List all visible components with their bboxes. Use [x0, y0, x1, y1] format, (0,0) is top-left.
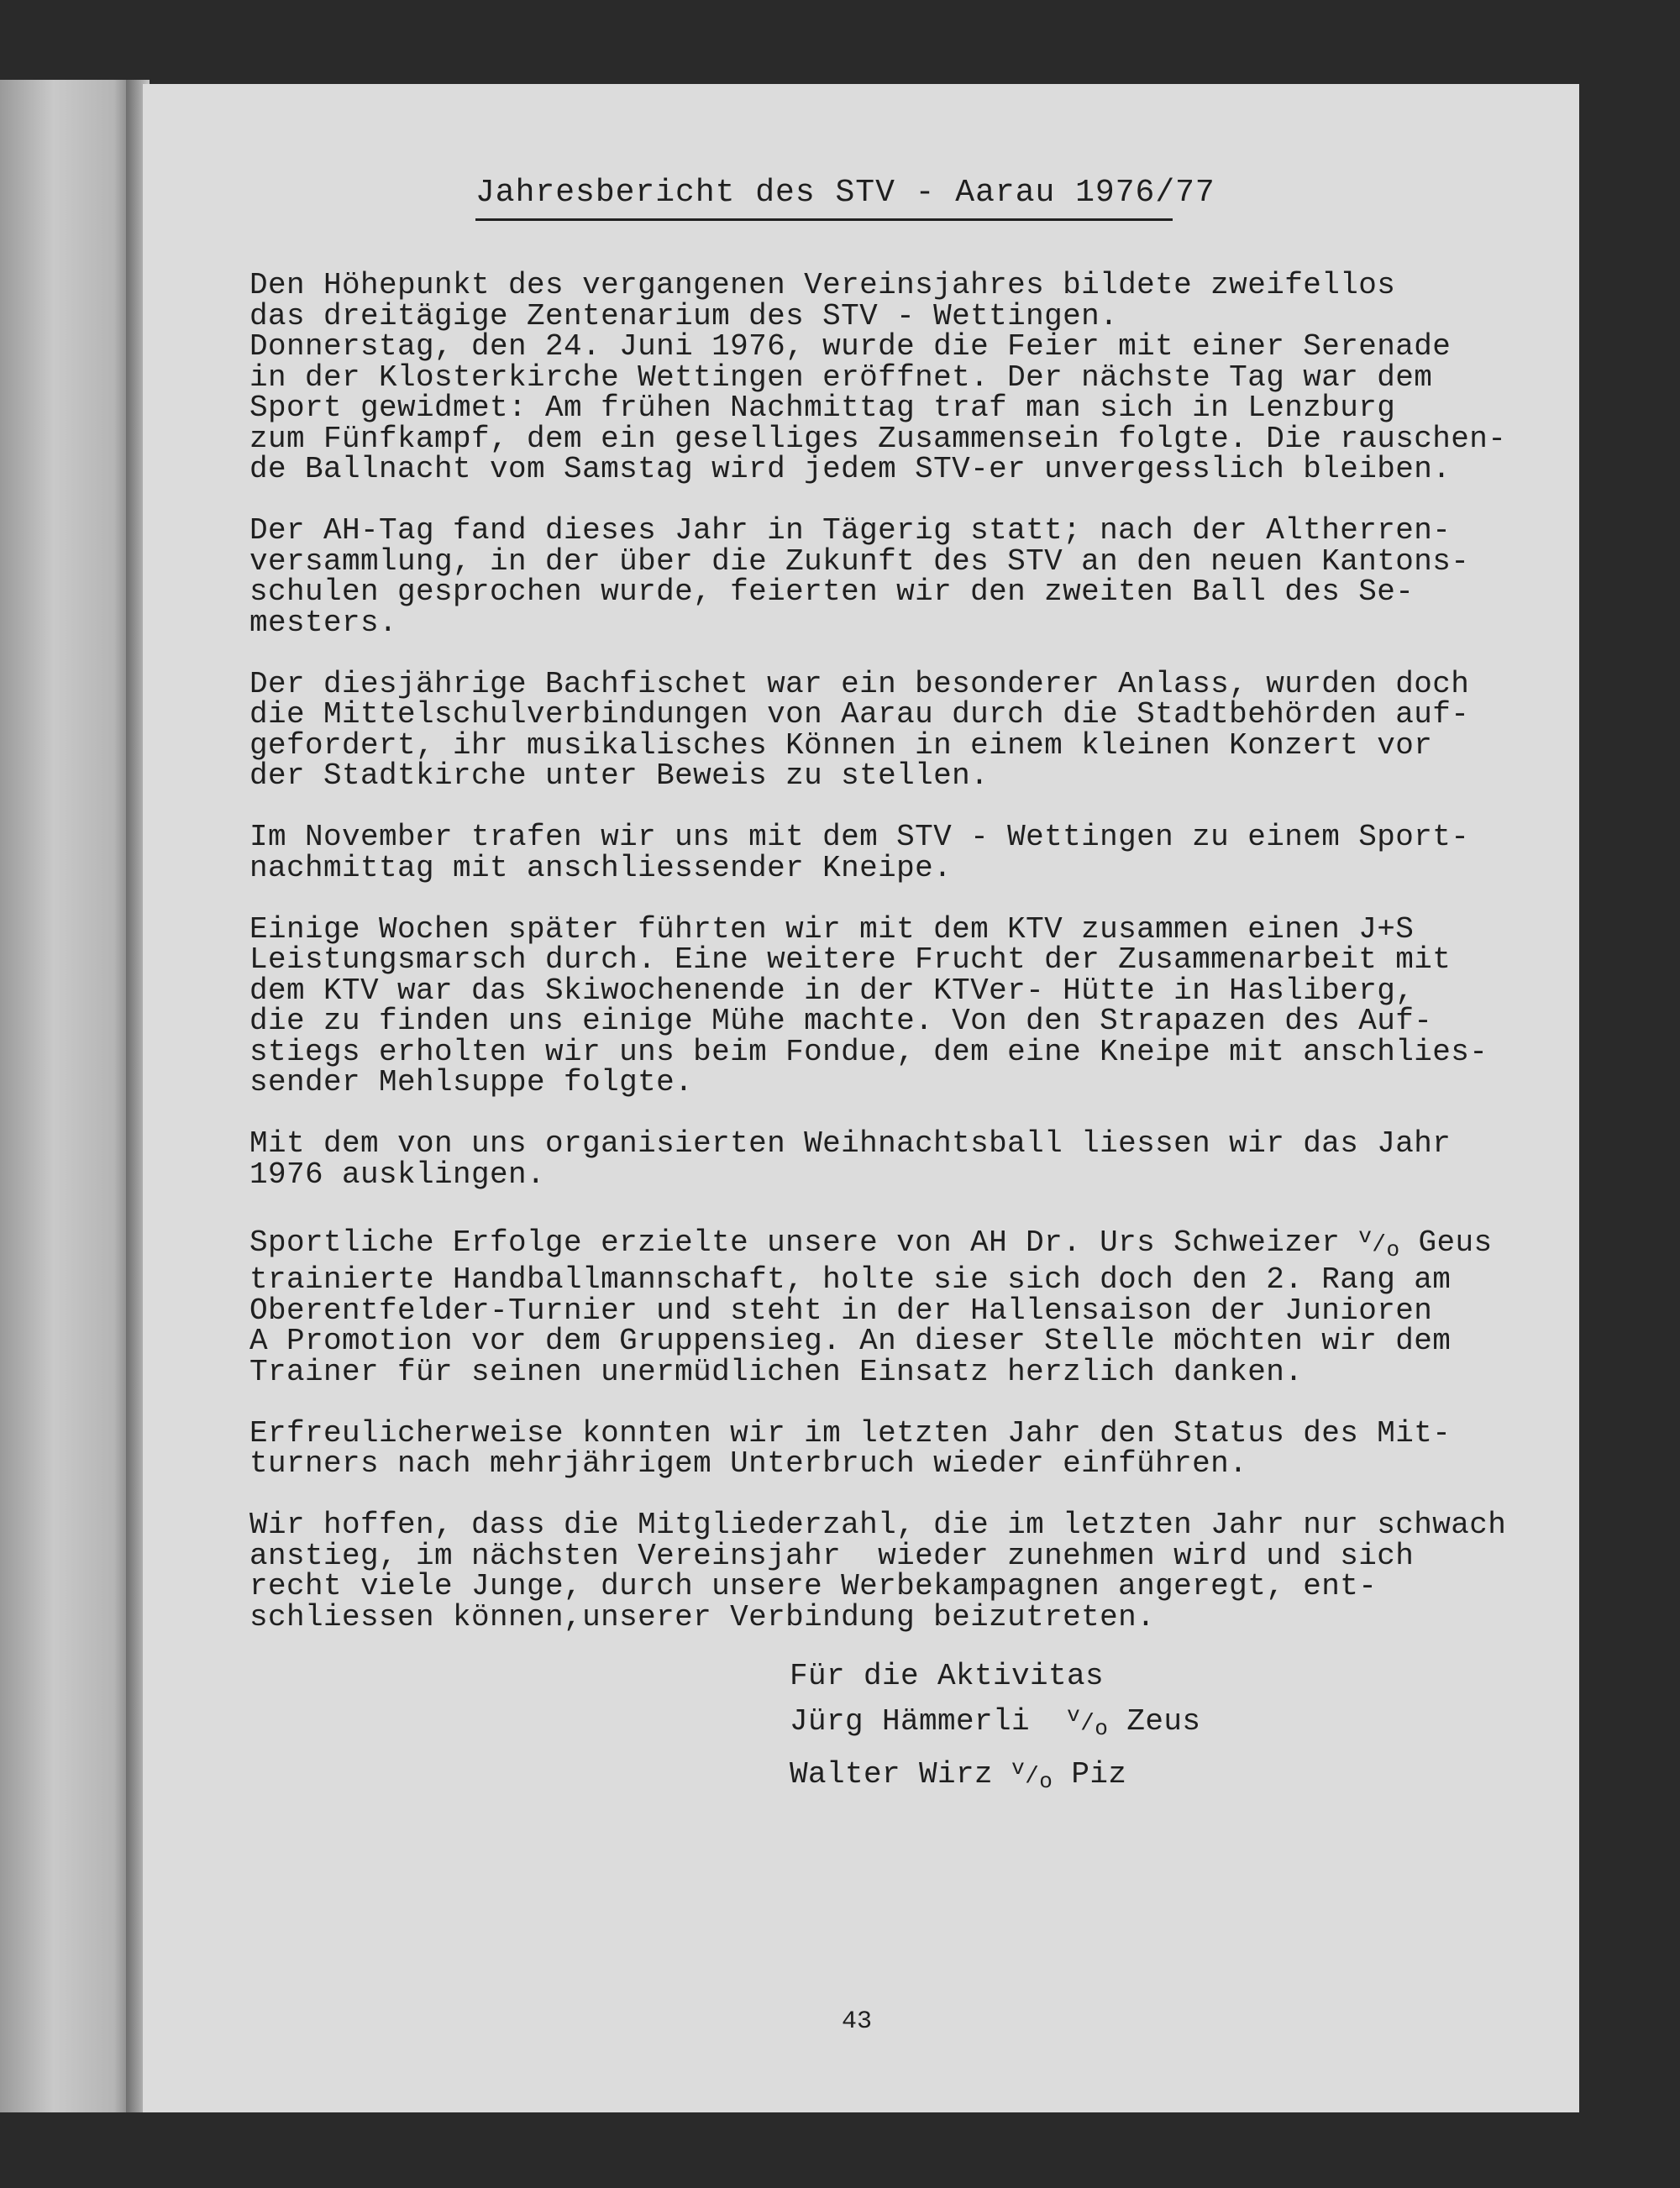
paragraph-november [249, 822, 1560, 884]
text-line: nachmittag mit anschliessender Kneipe. [249, 850, 953, 885]
text-line: Im November trafen wir uns mit dem STV - Wettingen zu einem Sport- [249, 820, 1470, 854]
text-line: gefordert, ihr musikalisches Können in einem kleinen Konzert vor [249, 727, 1433, 763]
signer-2 [790, 1749, 1200, 1802]
text-line: Wir hoffen, dass die Mitgliederzahl, die im letzten Jahr nur schwach [249, 1508, 1507, 1542]
text-line: Sport gewidmet: Am frühen Nachmittag traf man sich in Lenzburg [249, 391, 1396, 425]
text-line-start: Sportliche Erfolge erzielte unsere von AH Dr. Urs Schweizer [249, 1225, 1341, 1260]
title-underline [475, 218, 1173, 221]
document-page [143, 84, 1579, 2112]
paragraph-zentenarium [249, 270, 1560, 485]
text-line: recht viele Junge, durch unsere Werbekampagnen angeregt, ent- [249, 1569, 1378, 1603]
page-title: Jahresbericht des STV - Aarau 1976/77 [475, 175, 1215, 211]
text-line: in der Klosterkirche Wettingen eröffnet. Der nächste Tag war dem [249, 359, 1433, 395]
text-line [249, 1221, 1560, 1266]
text-line: de Ballnacht vom Samstag wird jedem STV-er unvergesslich bleiben. [249, 452, 1452, 486]
signer-name: Walter Wirz [790, 1757, 994, 1792]
vulgo-mark: $^v/_o$ [1067, 1703, 1109, 1741]
paragraph-mitglieder [249, 1510, 1560, 1633]
vulgo-mark: $^v/_o$ [1011, 1755, 1053, 1794]
text-line: die zu finden uns einige Mühe machte. Von den Strapazen des Auf- [249, 1004, 1433, 1038]
text-line: 1976 ausklingen. [249, 1157, 546, 1192]
text-line: A Promotion vor dem Gruppensieg. An dieser Stelle möchten wir dem [249, 1324, 1452, 1358]
text-line: das dreitägige Zentenarium des STV - Wettingen. [249, 298, 1119, 333]
page-number: 43 [841, 2007, 872, 2036]
text-line: der Stadtkirche unter Beweis zu stellen. [249, 758, 990, 793]
text-line: Leistungsmarsch durch. Eine weitere Frucht der Zusammenarbeit mit [249, 942, 1452, 977]
text-line: Den Höhepunkt des vergangenen Vereinsjahres bildete zweifellos [249, 268, 1396, 302]
text-line: schulen gesprochen wurde, feierten wir den zweiten Ball des Se- [249, 575, 1415, 609]
text-line: anstieg, im nächsten Vereinsjahr wieder zunehmen wird und sich [249, 1538, 1415, 1573]
text-line: Trainer für seinen unermüdlichen Einsatz herzlich danken. [249, 1354, 1304, 1389]
text-line: die Mittelschulverbindungen von Aarau durch die Stadtbehörden auf- [249, 697, 1470, 732]
vulgo-name: Geus [1418, 1225, 1493, 1260]
signer-vulgo: Zeus [1126, 1704, 1201, 1739]
report-body [249, 270, 1560, 1664]
text-line: mesters. [249, 605, 398, 640]
paragraph-bachfischet [249, 666, 1560, 793]
text-line: trainierte Handballmannschaft, holte sie sich doch den 2. Rang am [249, 1262, 1452, 1297]
text-line: Oberentfelder-Turnier und steht in der Hallensaison der Junioren [249, 1293, 1433, 1328]
text-line: Einige Wochen später führten wir mit dem KTV zusammen einen J+S [249, 911, 1415, 947]
vulgo-mark: $^v/_o$ [1358, 1223, 1400, 1262]
signer-name: Jürg Hämmerli [790, 1704, 1031, 1739]
left-page-edge [0, 80, 134, 2112]
text-line: zum Fünfkampf, dem ein geselliges Zusammensein folgte. Die rauschen- [249, 421, 1507, 456]
text-line: schliessen können,unserer Verbindung beizutreten. [249, 1599, 1156, 1634]
text-line: Der diesjährige Bachfischet war ein besonderer Anlass, wurden doch [249, 666, 1470, 701]
text-line: sender Mehlsuppe folgte. [249, 1065, 694, 1099]
signer-1 [790, 1696, 1200, 1749]
paragraph-ah-tag [249, 513, 1560, 640]
text-line: Der AH-Tag fand dieses Jahr in Tägerig statt; nach der Altherren- [249, 513, 1452, 548]
text-line: Erfreulicherweise konnten wir im letzten Jahr den Status des Mit- [249, 1415, 1452, 1451]
paragraph-mitturner [249, 1415, 1560, 1481]
paragraph-leistungsmarsch [249, 911, 1560, 1099]
signature-intro: Für die Aktivitas [790, 1659, 1105, 1693]
paragraph-sport [249, 1221, 1560, 1388]
signer-vulgo: Piz [1071, 1757, 1127, 1792]
text-line: dem KTV war das Skiwochenende in der KTVer- Hütte in Hasliberg, [249, 973, 1415, 1008]
text-line: Donnerstag, den 24. Juni 1976, wurde die Feier mit einer Serenade [249, 329, 1452, 364]
text-line: turners nach mehrjährigem Unterbruch wieder einführen. [249, 1446, 1248, 1481]
paragraph-weihnachtsball [249, 1126, 1560, 1192]
text-line: Mit dem von uns organisierten Weihnachtsball liessen wir das Jahr [249, 1126, 1452, 1161]
text-line: stiegs erholten wir uns beim Fondue, dem eine Kneipe mit anschlies- [249, 1034, 1488, 1069]
signature-block [790, 1656, 1200, 1802]
text-line: versammlung, in der über die Zukunft des STV an den neuen Kantons- [249, 543, 1470, 579]
